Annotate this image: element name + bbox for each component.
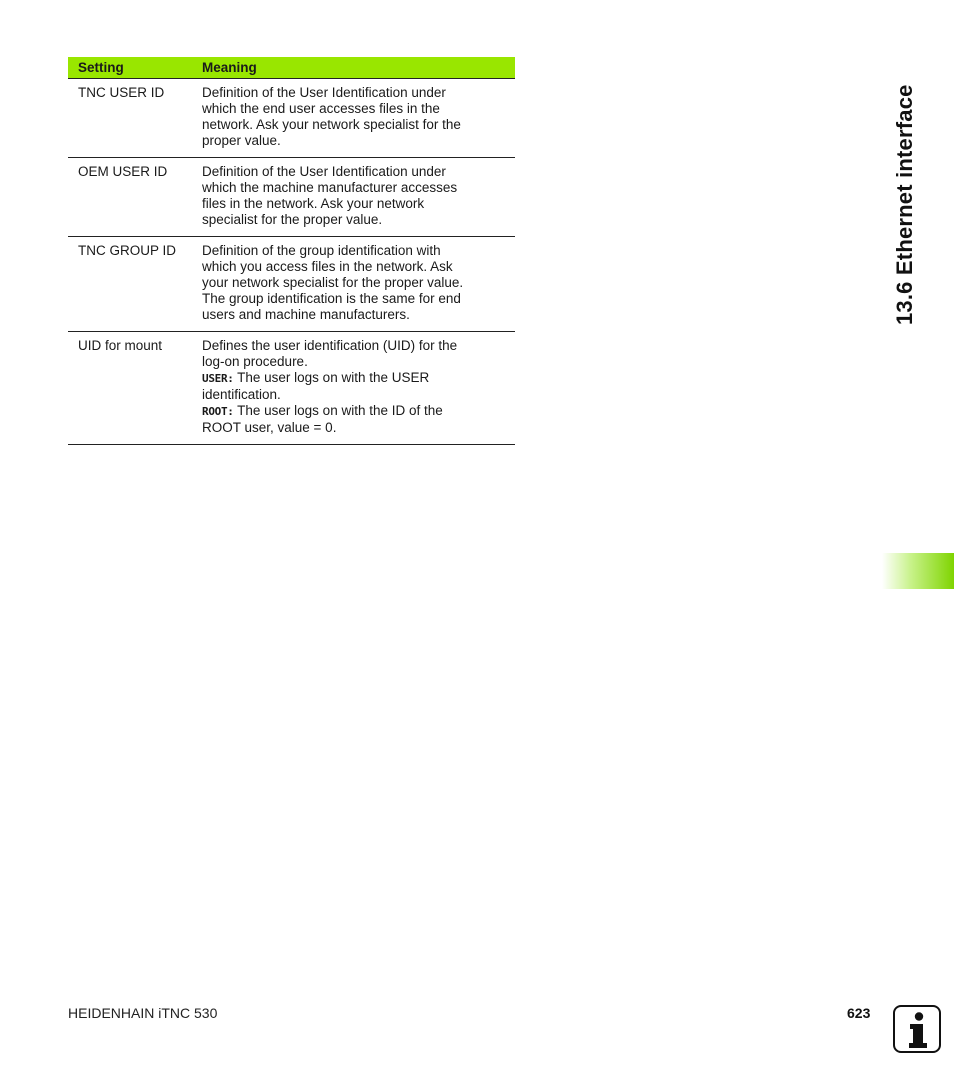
meaning-line: proper value.	[202, 133, 281, 148]
meaning-line: specialist for the proper value.	[202, 212, 383, 227]
option-text: The user logs on with the USER	[237, 370, 430, 385]
setting-name: OEM USER ID	[78, 164, 168, 179]
meaning-line: Definition of the User Identification under	[202, 164, 446, 179]
header-setting: Setting	[78, 59, 124, 75]
footer-product: HEIDENHAIN iTNC 530	[68, 1005, 218, 1021]
meaning-line: Defines the user identification (UID) for the	[202, 338, 458, 353]
meaning-line: Definition of the User Identification under	[202, 85, 446, 100]
setting-meaning	[202, 243, 515, 323]
meaning-line: which the end user accesses files in the	[202, 101, 440, 116]
meaning-line: your network specialist for the proper value.	[202, 275, 464, 290]
meaning-line: files in the network. Ask your network	[202, 196, 425, 211]
setting-name: TNC USER ID	[78, 85, 165, 100]
setting-name: UID for mount	[78, 338, 163, 353]
option-keyword: ROOT:	[202, 405, 234, 418]
meaning-line: which you access files in the network. Ask	[202, 259, 453, 274]
option-line	[202, 370, 507, 387]
section-title: 13.6 Ethernet interface	[892, 84, 917, 325]
meaning-line: log-on procedure.	[202, 354, 308, 369]
meaning-line: users and machine manufacturers.	[202, 307, 410, 322]
option-line	[202, 403, 507, 420]
page-number: 623	[847, 1005, 871, 1021]
meaning-line: Definition of the group identification with	[202, 243, 441, 258]
table-row	[68, 158, 515, 237]
table-row	[68, 79, 515, 158]
setting-meaning	[202, 338, 515, 436]
header-meaning: Meaning	[202, 59, 257, 75]
option-text: The user logs on with the ID of the	[237, 403, 443, 418]
option-line: identification.	[202, 387, 281, 402]
table-header	[68, 57, 515, 79]
option-line: ROOT user, value = 0.	[202, 420, 337, 435]
info-icon	[893, 1005, 941, 1053]
meaning-line: which the machine manufacturer accesses	[202, 180, 458, 195]
setting-meaning	[202, 85, 515, 149]
table-row	[68, 237, 515, 332]
meaning-line: network. Ask your network specialist for the	[202, 117, 461, 132]
setting-name: TNC GROUP ID	[78, 243, 177, 258]
table-row	[68, 332, 515, 445]
option-keyword: USER:	[202, 372, 234, 385]
chapter-tab	[882, 553, 954, 589]
setting-meaning	[202, 164, 515, 228]
meaning-line: The group identification is the same for end	[202, 291, 461, 306]
settings-table	[68, 57, 515, 445]
